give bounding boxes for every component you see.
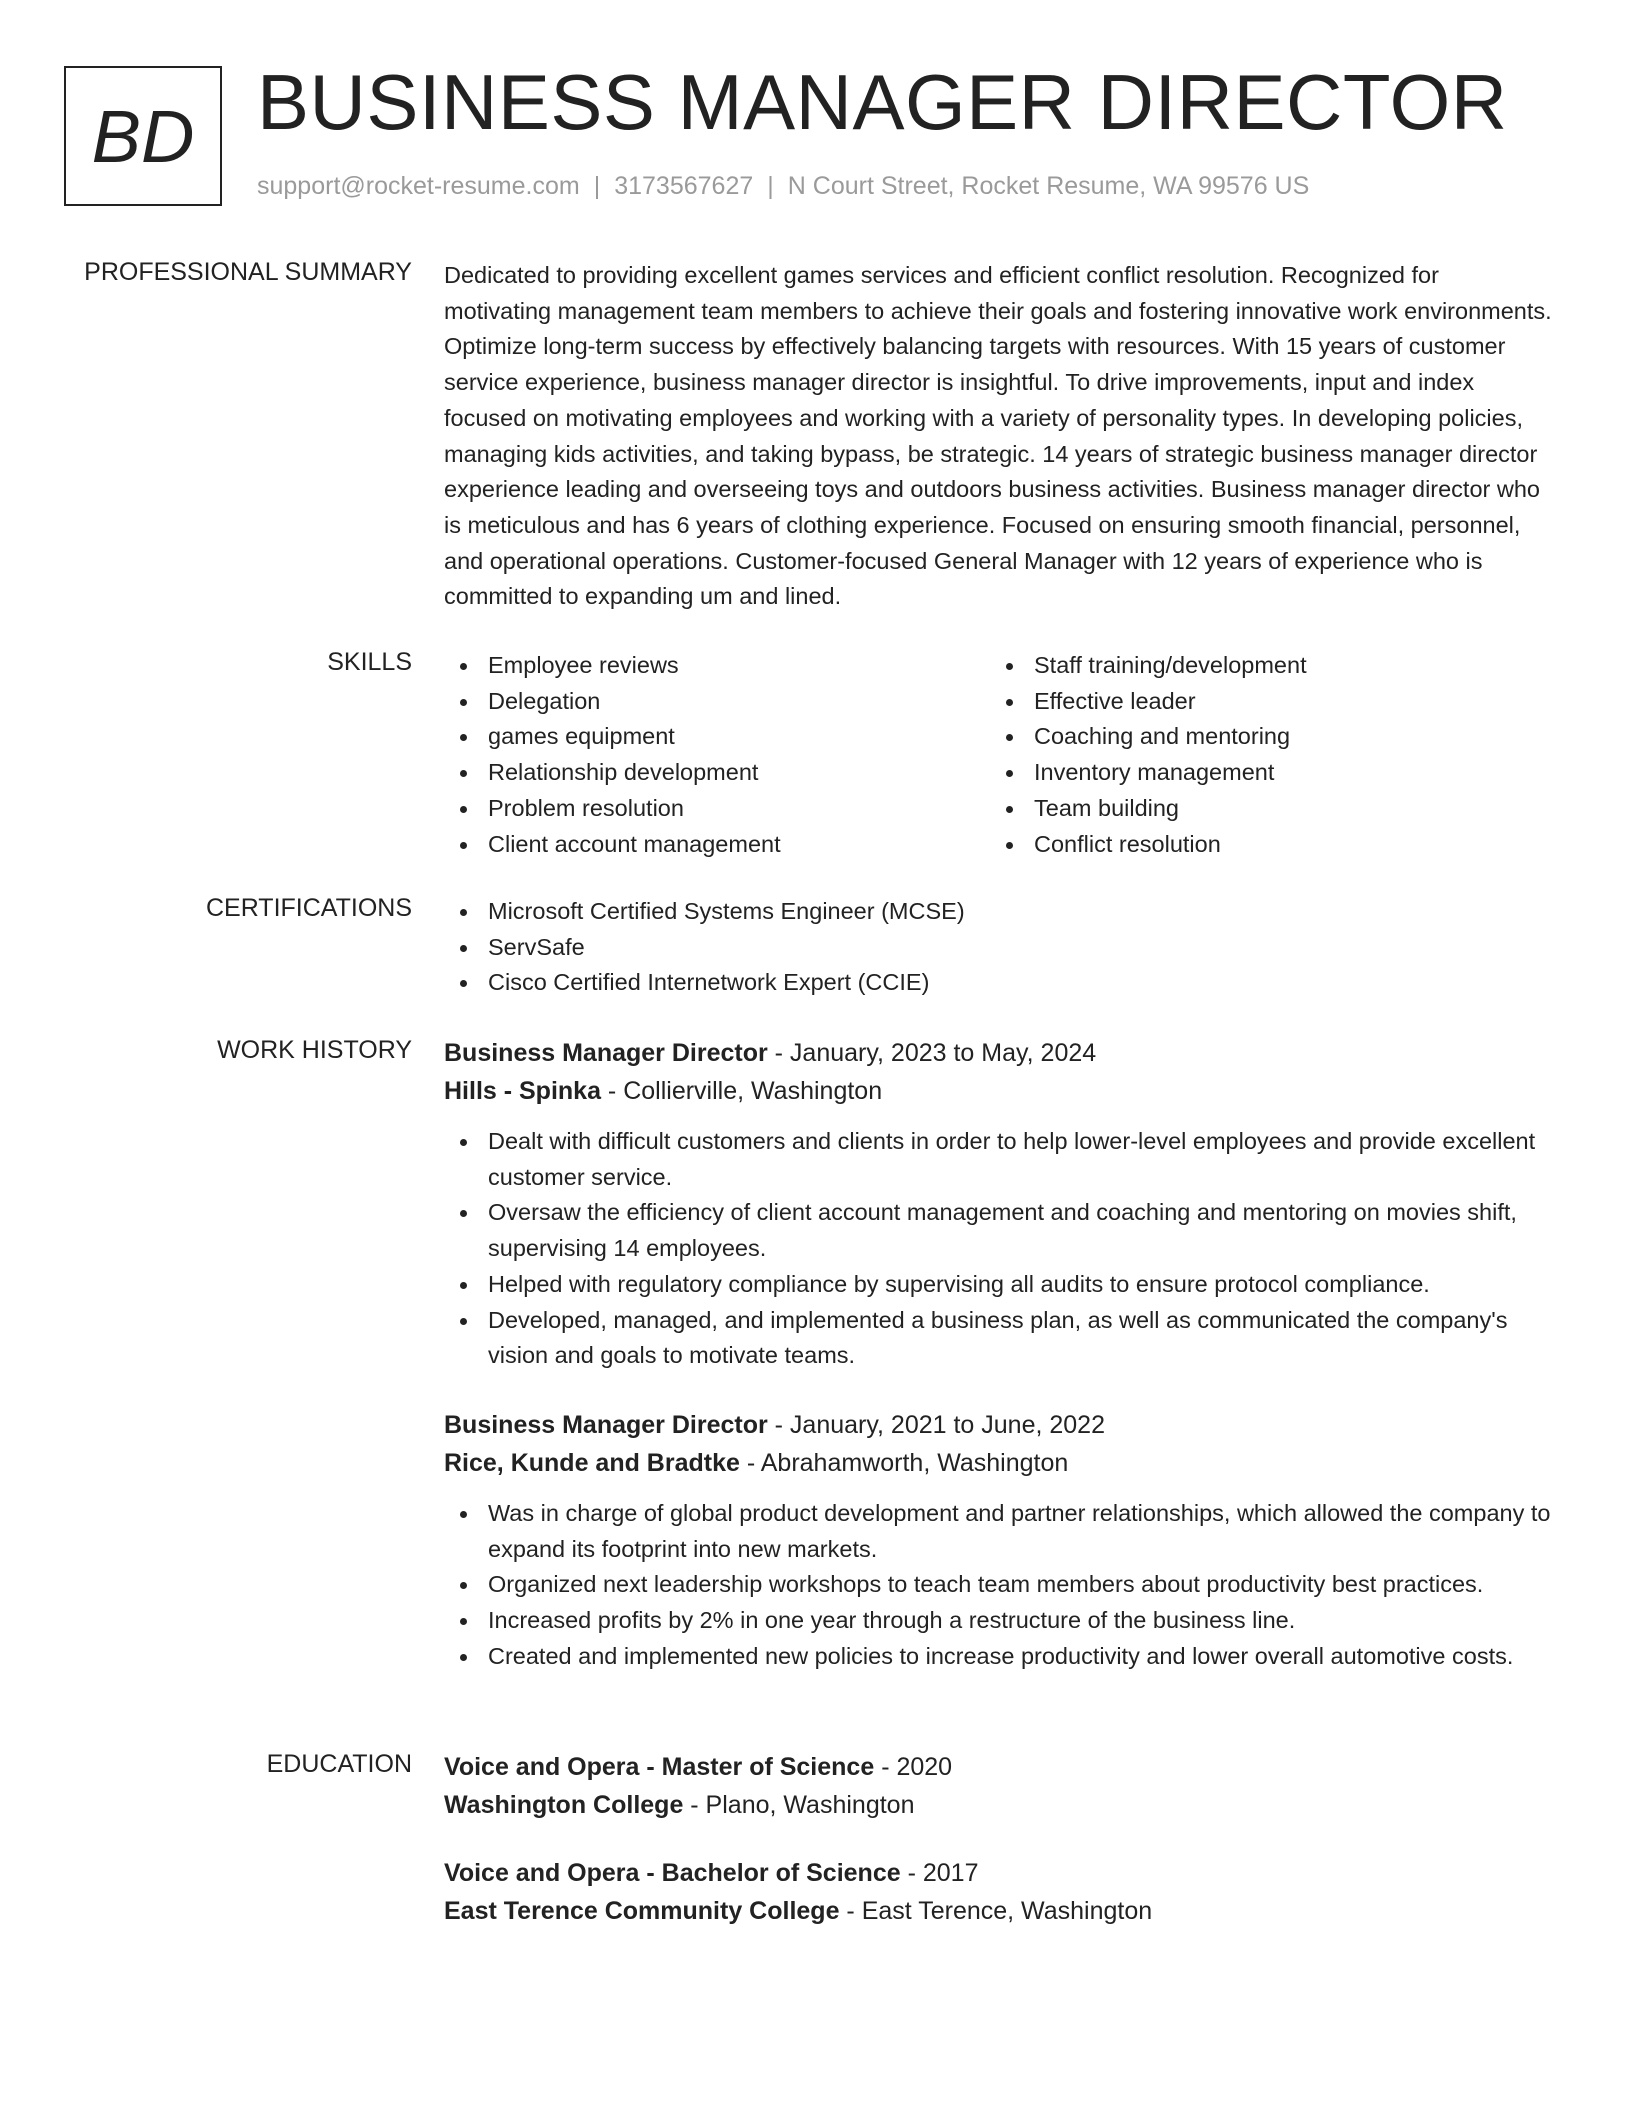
job-location: - Collierville, Washington (600, 1077, 883, 1105)
skill-item: games equipment (444, 719, 990, 755)
skill-item: Problem resolution (444, 791, 990, 827)
certifications-list (444, 894, 1552, 1001)
job-duty: Dealt with difficult customers and clients in order to help lower-level employees and provide excellent customer service. (444, 1124, 1552, 1195)
job-location: - Abrahamworth, Washington (739, 1448, 1069, 1477)
skill-item: Relationship development (444, 755, 990, 791)
education-school-line (444, 1786, 1552, 1824)
summary-text: Dedicated to providing excellent games services and efficient conflict resolution. Recognized for motivating management team members to achieve their goals and fostering innovative work environments. Optimize long-term success by effectively balancing targets with resources. With 15 years of customer service experience, business manager director is insightful. To drive improvements, input and index focused on motivating employees and working with a variety of personality types. In developing policies, managing kids activities, and taking bypass, be strategic. 14 years of strategic business manager director experience leading and overseeing toys and outdoors business activities. Business manager director who is meticulous and has 6 years of clothing experience. Focused on ensuring smooth financial, personnel, and operational operations. Customer-focused General Manager with 12 years of experience who is committed to expanding um and lined. (444, 262, 1552, 610)
education-year: - 2017 (900, 1859, 979, 1887)
skill-item: Effective leader (990, 684, 1536, 720)
education-school: East Terence Community College (444, 1897, 840, 1925)
job-duty: Increased profits by 2% in one year through a restructure of the business line. (444, 1603, 1552, 1639)
job-duty: Helped with regulatory compliance by supervising all audits to ensure protocol compliance. (444, 1267, 1552, 1303)
work-history-heading: WORK HISTORY (217, 1036, 412, 1064)
contact-address: N Court Street, Rocket Resume, WA 99576 US (787, 172, 1310, 200)
certification-item: ServSafe (444, 930, 1552, 966)
job-company-line (444, 1444, 1552, 1482)
skill-item: Coaching and mentoring (990, 719, 1536, 755)
contact-phone: 3173567627 (614, 172, 754, 200)
skill-item: Inventory management (990, 755, 1536, 791)
job-dates: - January, 2023 to May, 2024 (767, 1039, 1097, 1067)
certification-item: Microsoft Certified Systems Engineer (MCSE) (444, 894, 1552, 930)
skill-item: Conflict resolution (990, 827, 1536, 863)
job-company: Rice, Kunde and Bradtke (444, 1448, 740, 1477)
education-degree-line (444, 1748, 1552, 1786)
job-duty: Created and implemented new policies to increase productivity and lower overall automotive costs. (444, 1639, 1552, 1675)
skill-item: Client account management (444, 827, 990, 863)
education-school: Washington College (444, 1791, 684, 1819)
contact-line (257, 172, 1309, 201)
job-duty: Organized next leadership workshops to teach team members about productivity best practices. (444, 1567, 1552, 1603)
job-role: Business Manager Director (444, 1410, 768, 1439)
job-company: Hills - Spinka (444, 1077, 601, 1105)
job-duty: Oversaw the efficiency of client account management and coaching and mentoring on movies shift, supervising 14 employees. (444, 1195, 1552, 1266)
education-degree-line (444, 1854, 1552, 1892)
job-company-line (444, 1072, 1552, 1110)
skill-item: Staff training/development (990, 648, 1536, 684)
contact-separator: | (593, 172, 601, 200)
certifications-heading: CERTIFICATIONS (205, 894, 412, 922)
job-duty: Developed, managed, and implemented a business plan, as well as communicated the company's vision and goals to motivate teams. (444, 1303, 1552, 1374)
job-entry (444, 1406, 1552, 1675)
job-duties (444, 1124, 1552, 1374)
education-entry (444, 1748, 1552, 1824)
job-role: Business Manager Director (444, 1039, 768, 1067)
job-title-line (444, 1034, 1552, 1072)
resume-name: BUSINESS MANAGER DIRECTOR (257, 58, 1508, 146)
education-school-line (444, 1892, 1552, 1930)
education-year: - 2020 (874, 1753, 953, 1781)
initials-monogram: BD (64, 66, 222, 206)
skill-item: Employee reviews (444, 648, 990, 684)
certification-item: Cisco Certified Internetwork Expert (CCIE) (444, 965, 1552, 1001)
education-heading: EDUCATION (266, 1750, 412, 1778)
skills-list-left (444, 648, 990, 862)
education-degree: Voice and Opera - Master of Science (444, 1753, 875, 1781)
education-entry (444, 1854, 1552, 1930)
skills-heading: SKILLS (327, 648, 412, 676)
job-duty: Was in charge of global product development and partner relationships, which allowed the company to expand its footprint into new markets. (444, 1496, 1552, 1567)
summary-heading: PROFESSIONAL SUMMARY (84, 258, 412, 286)
education-location: - Plano, Washington (683, 1791, 915, 1819)
education-degree: Voice and Opera - Bachelor of Science (444, 1859, 901, 1887)
job-dates: - January, 2021 to June, 2022 (767, 1410, 1105, 1439)
contact-separator: | (767, 172, 774, 200)
job-entry (444, 1034, 1552, 1374)
job-duties (444, 1496, 1552, 1675)
education-location: - East Terence, Washington (839, 1897, 1153, 1925)
skill-item: Delegation (444, 684, 990, 720)
skill-item: Team building (990, 791, 1536, 827)
skills-list-right (990, 648, 1536, 862)
job-title-line (444, 1406, 1552, 1444)
contact-email: support@rocket-resume.com (257, 172, 580, 200)
